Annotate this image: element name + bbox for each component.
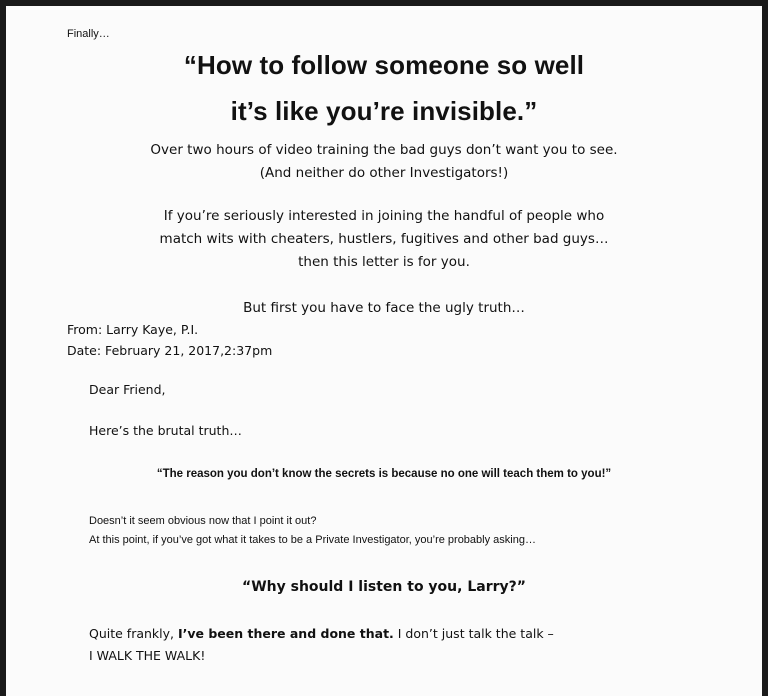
secrets-quote: “The reason you don’t know the secrets is because no one will teach them to you!” <box>156 468 612 480</box>
frankly-suffix: I don’t just talk the talk – <box>393 626 554 641</box>
frankly-line <box>89 626 554 641</box>
date-line: Date: February 21, 2017,2:37pm <box>67 343 273 358</box>
walk-the-walk-line: I WALK THE WALK! <box>89 648 206 663</box>
subheadline-line-1: Over two hours of video training the bad guys don’t want you to see. <box>150 142 618 158</box>
intro-text: Finally… <box>67 28 110 40</box>
why-listen-heading: “Why should I listen to you, Larry?” <box>242 579 526 595</box>
at-this-point-line: At this point, if you’ve got what it takes to be a Private Investigator, you’re probably asking… <box>89 534 536 546</box>
greeting: Dear Friend, <box>89 382 166 397</box>
sales-letter-page <box>6 6 762 696</box>
headline-line-2: it’s like you’re invisible.” <box>230 96 538 126</box>
pitch-line-2: match wits with cheaters, hustlers, fugitives and other bad guys… <box>159 231 609 247</box>
subheadline-line-2: (And neither do other Investigators!) <box>259 165 509 181</box>
brutal-truth-line: Here’s the brutal truth… <box>89 423 242 438</box>
from-line: From: Larry Kaye, P.I. <box>67 322 199 337</box>
ugly-truth-line: But first you have to face the ugly truth… <box>243 300 525 316</box>
obvious-line: Doesn’t it seem obvious now that I point it out? <box>89 515 317 527</box>
pitch-line-3: then this letter is for you. <box>298 254 470 270</box>
headline-line-1: “How to follow someone so well <box>183 50 585 80</box>
pitch-line-1: If you’re seriously interested in joining the handful of people who <box>163 208 605 224</box>
frankly-prefix: Quite frankly, <box>89 626 178 641</box>
frankly-bold: I’ve been there and done that. <box>177 626 394 641</box>
